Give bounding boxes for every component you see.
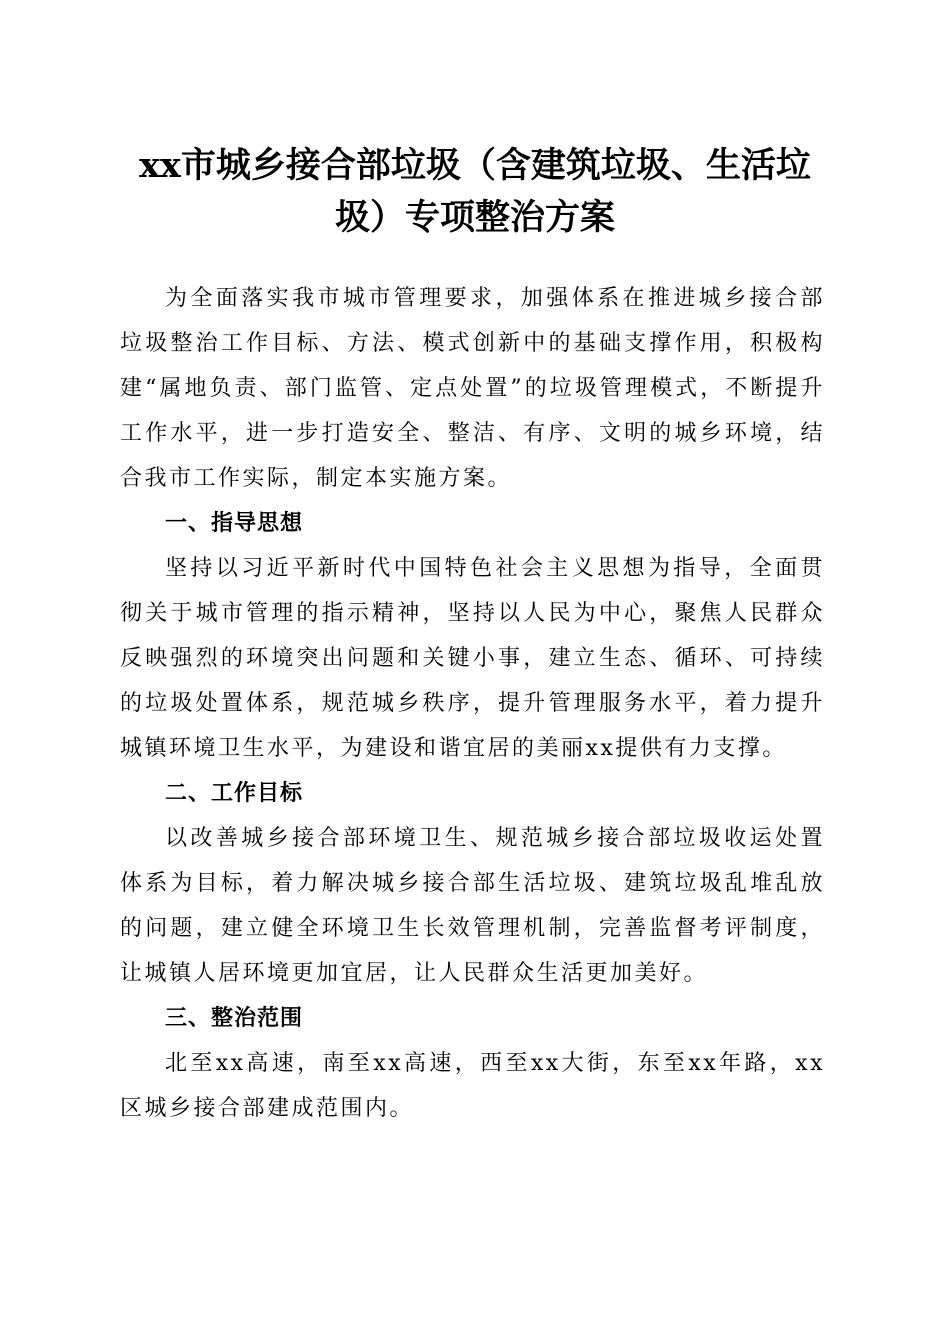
section-heading-guiding-thought: 一、指导思想	[165, 511, 304, 536]
section-heading-scope: 三、整治范围	[165, 1006, 304, 1031]
section-paragraph-guiding-thought: 坚持以习近平新时代中国特色社会主义思想为指导，全面贯彻关于城市管理的指示精神，坚持以人民为中心，聚焦人民群众反映强烈的环境突出问题和关键小事，建立生态、循环、可持续的垃圾处置体系，规范城乡秩序，提升管理服务水平，着力提升城镇环境卫生水平，为建设和谐宜居的美丽xx提供有力支撑。	[120, 556, 825, 761]
intro-paragraph: 为全面落实我市城市管理要求，加强体系在推进城乡接合部垃圾整治工作目标、方法、模式创新中的基础支撑作用，积极构建“属地负责、部门监管、定点处置”的垃圾管理模式，不断提升工作水平，进一步打造安全、整洁、有序、文明的城乡环境，结合我市工作实际，制定本实施方案。	[120, 286, 825, 491]
section-heading-work-goals: 二、工作目标	[165, 781, 304, 806]
document-body	[120, 276, 825, 1131]
title-line-2: 圾）专项整治方案	[334, 197, 615, 238]
title-line-1: xx市城乡接合部垃圾（含建筑垃圾、生活垃	[139, 145, 811, 186]
document-title	[110, 140, 840, 244]
section-paragraph-scope: 北至xx高速，南至xx高速，西至xx大街，东至xx年路，xx区城乡接合部建成范围内。	[120, 1051, 825, 1121]
section-paragraph-work-goals: 以改善城乡接合部环境卫生、规范城乡接合部垃圾收运处置体系为目标，着力解决城乡接合部生活垃圾、建筑垃圾乱堆乱放的问题，建立健全环境卫生长效管理机制，完善监督考评制度，让城镇人居环境更加宜居，让人民群众生活更加美好。	[120, 826, 825, 986]
